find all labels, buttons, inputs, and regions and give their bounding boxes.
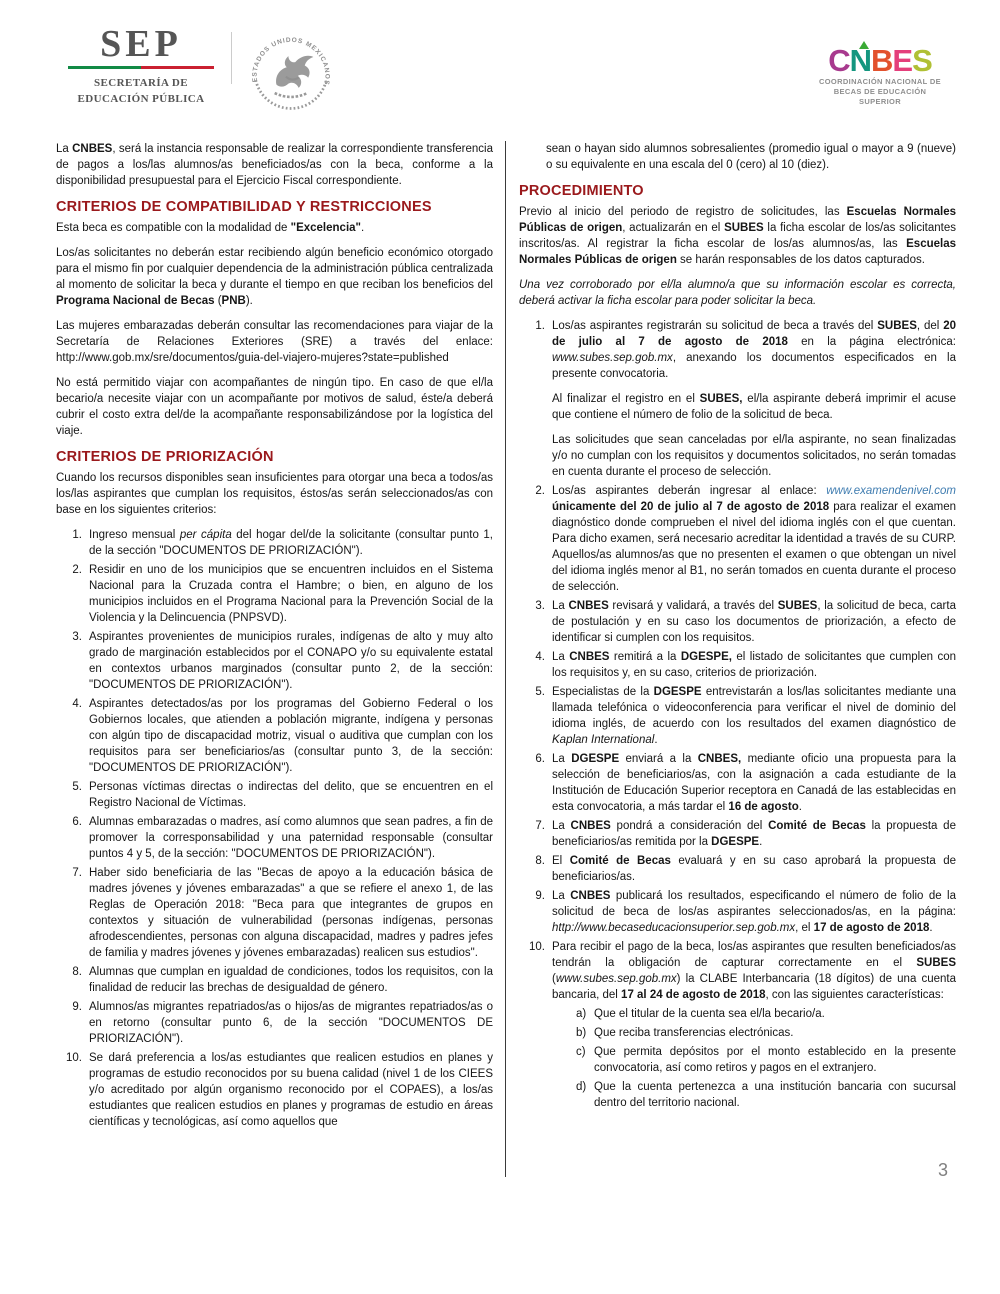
- list-item: [56, 1050, 493, 1130]
- list-item-number: 4.: [535, 651, 545, 663]
- text-run: Comité de Becas: [569, 855, 671, 867]
- text-run: Los/as aspirantes registrarán su solicitud de beca a través del: [552, 320, 878, 332]
- list-item-text: [89, 814, 493, 862]
- sub-list-item-text: [594, 1006, 956, 1022]
- section-heading-procedimiento: PROCEDIMIENTO: [519, 183, 644, 199]
- text-run: Alumnos/as migrantes repatriados/as o hijos/as de migrantes repatriados/as o en retorno (consultar punto 6, de la sección "DOCUMENTOS DE PRIORIZACIÓN").: [89, 1001, 493, 1045]
- list-item-paragraph: [552, 432, 956, 480]
- text-run: 20 de julio al 7 de agosto de 2018: [552, 320, 957, 348]
- list-item-number: 7.: [72, 867, 82, 879]
- text-run: únicamente del 20 de julio al 7 de agosto de 2018: [552, 501, 830, 513]
- text-run: Residir en uno de los municipios que se encuentren incluidos en el Sistema Nacional para la Cruzada contra el Hambre; o bien, en alguno de los municipios incluidos en el Programa Nacional para la Prevención Social de la Violencia y la Delincuencia (PNPSVD).: [89, 564, 493, 624]
- masthead-divider: [231, 32, 232, 84]
- priorizacion-list: [56, 527, 493, 1130]
- list-item-number: 8.: [535, 855, 545, 867]
- text-run: SUBES: [916, 957, 956, 969]
- text-run: .: [759, 836, 763, 848]
- paragraph-mujeres-embarazadas: [56, 318, 493, 366]
- list-item: [519, 939, 956, 1111]
- paragraph-continuation-sobresalientes: [546, 141, 956, 173]
- text-run: Previo al inicio del periodo de registro de solicitudes, las: [519, 206, 847, 218]
- sep-logo: [68, 24, 214, 107]
- list-item-text: [89, 999, 493, 1047]
- sub-list-item: [576, 1025, 956, 1041]
- list-item-number: 9.: [535, 890, 545, 902]
- text-run: http://www.becaseducacionsuperior.sep.gob.mx: [552, 922, 796, 934]
- text-run: Aspirantes detectados/as por los programas del Gobierno Federal o los Gobiernos locales, que atienden a población migrante, indígena y personas con algún tipo de discapacidad motriz, visual o auditiva que cumplan con los requisitos para ser beneficiarios/as (consultar punto 3, de la sección: "DOCUMENTOS DE PRIORIZACIÓN").: [89, 698, 493, 774]
- list-item: [519, 888, 956, 936]
- text-run: www.subes.sep.gob.mx: [555, 973, 677, 985]
- text-run: , será la instancia responsable de realizar la correspondiente transferencia de pagos a los/las alumnos/as beneficiados/as con la beca, conforme a la disponibilidad presupuestal para el Ejercicio Fiscal correspondiente.: [56, 143, 493, 187]
- paragraph-priorizacion-intro: [56, 470, 493, 518]
- cnbes-logo: [818, 45, 942, 107]
- text-run: 17 de agosto de 2018: [813, 922, 930, 934]
- cnbes-letter: S: [912, 43, 932, 78]
- text-run: la ficha escolar de los/as solicitantes inscritos/as. Al registrar la ficha escolar de los/as alumnos/as, las: [519, 222, 956, 250]
- text-run: per cápita: [179, 529, 232, 541]
- list-item-text: [552, 598, 956, 646]
- sub-list-item: [576, 1044, 956, 1076]
- list-item: [519, 684, 956, 748]
- list-item: [519, 751, 956, 815]
- cnbes-subtitle-line2: BECAS DE EDUCACIÓN SUPERIOR: [833, 87, 927, 106]
- sep-acronym: SEP: [100, 23, 182, 65]
- text-run: SUBES: [777, 600, 818, 612]
- section-heading-priorizacion: CRITERIOS DE PRIORIZACIÓN: [56, 449, 274, 465]
- text-run: El: [552, 855, 570, 867]
- text-run: 17 al 24 de agosto de 2018: [621, 989, 766, 1001]
- list-item-text: [552, 483, 956, 595]
- text-run: No está permitido viajar con acompañantes de ningún tipo. En caso de que el/la becario/a necesite viajar con un acompañante por motivos de salud, éste/a deberá cubrir el costo extra del/de la acompañante responsabilizándose por la logística del viaje.: [56, 377, 493, 437]
- document-body: [56, 141, 956, 1133]
- list-item-number: 5.: [535, 686, 545, 698]
- text-run: el/la aspirante deberá imprimir el acuse que contiene el número de folio de la solicitud de beca.: [552, 393, 957, 421]
- sub-list-item: [576, 1006, 956, 1022]
- text-run: Que la cuenta pertenezca a una institución bancaria con sucursal dentro del territorio nacional.: [594, 1081, 956, 1109]
- text-run: Programa Nacional de Becas: [56, 295, 215, 307]
- cnbes-subtitle-line1: COORDINACIÓN NACIONAL DE: [818, 77, 941, 86]
- list-item-text: [552, 939, 956, 1111]
- text-run: SUBES: [724, 222, 764, 234]
- text-run: ).: [245, 295, 253, 307]
- list-item-number: 10.: [529, 941, 545, 953]
- text-run: mediante oficio una propuesta para la selección de beneficiarios/as, con la asignación a cada estudiante de la Institución de Educación Superior receptora en Canadá de las establecidas en esta convocatoria, a más tardar el: [552, 753, 956, 813]
- text-run: Alumnas embarazadas o madres, así como alumnos que sean padres, a fin de promover la corresponsabilidad y una paternidad responsable (consultar puntos 4 y 5, de la sección: "DOCUMENTOS DE PRIORIZACIÓN").: [89, 816, 493, 860]
- text-run: DGESPE: [711, 836, 760, 848]
- text-run: Los/as aspirantes deberán ingresar al enlace:: [552, 485, 827, 497]
- text-run: Al finalizar el registro en el: [552, 393, 700, 405]
- list-item-text: [552, 751, 956, 815]
- cnbes-wordmark: [828, 45, 932, 77]
- text-run: Para recibir el pago de la beca, los/as aspirantes que resulten beneficiados/as tendrán la obligación de capturar correctamente en el: [552, 941, 956, 969]
- list-item: [56, 779, 493, 811]
- list-item-number: 6.: [535, 753, 545, 765]
- cnbes-letter: B: [871, 43, 893, 78]
- cnbes-letter: C: [828, 43, 850, 78]
- sub-list-item-text: [594, 1079, 956, 1111]
- text-run: se harán responsables de los datos capturados.: [676, 254, 925, 266]
- text-run: La: [552, 600, 569, 612]
- seal-eagle-silhouette: [276, 56, 313, 88]
- text-run: entrevistarán a los/las solicitantes mediante una llamada telefónica o videoconferencia para verificar el nivel de dominio del idioma inglés, de acuerdo con los resultados del examen diagnóstico de: [552, 686, 956, 730]
- list-item-text: [552, 684, 956, 748]
- text-run: CNBES: [570, 820, 611, 832]
- list-item: [56, 865, 493, 961]
- list-item-number: 2.: [72, 564, 82, 576]
- text-run: ) la CLABE Interbancaria (18 dígitos) de una cuenta bancaria, del: [552, 973, 956, 1001]
- list-item-text: [89, 562, 493, 626]
- text-run: CNBES: [570, 890, 611, 902]
- text-run: Kaplan International: [552, 734, 655, 746]
- sub-list-item-label: b): [576, 1027, 587, 1039]
- seal-pedestal: [275, 93, 308, 97]
- list-item-number: 3.: [72, 631, 82, 643]
- sub-list-item-label: c): [576, 1046, 586, 1058]
- list-item-number: 2.: [535, 485, 545, 497]
- text-run: Que el titular de la cuenta sea el/la becario/a.: [594, 1008, 825, 1020]
- text-run: , la solicitud de beca, carta de postulación y en su caso los documentos de priorización, a efecto de identificar si cumplen con los requisitos.: [552, 600, 956, 644]
- text-run: Una vez corroborado por el/la alumno/a que su información escolar es correcta, deberá activar la ficha escolar para poder solicitar la beca.: [519, 279, 956, 307]
- list-item: [56, 696, 493, 776]
- text-run: del hogar del/de la solicitante (consultar punto 1, de la sección "DOCUMENTOS DE PRIORIZACIÓN").: [89, 529, 493, 557]
- paragraph-acompanantes: [56, 375, 493, 439]
- sep-flagline-decoration: [68, 66, 214, 69]
- list-item-text: [552, 888, 956, 936]
- text-run: "Excelencia": [290, 222, 361, 234]
- right-column: [519, 141, 956, 1133]
- paragraph-compatibilidad: [56, 220, 493, 236]
- text-run: SUBES,: [699, 393, 743, 405]
- text-run: La: [552, 820, 571, 832]
- list-item-number: 7.: [535, 820, 545, 832]
- section-heading-compatibilidad: CRITERIOS DE COMPATIBILIDAD Y RESTRICCIONES: [56, 199, 432, 215]
- text-run: Que permita depósitos por el monto establecido en la presente convocatoria, así como retiros y pagos en el extranjero.: [594, 1046, 956, 1074]
- text-run: evaluará y en su caso aprobará la propuesta de beneficiarios/as.: [552, 855, 956, 883]
- list-item-text: [89, 779, 493, 811]
- list-item: [519, 649, 956, 681]
- text-run: sean o hayan sido alumnos sobresalientes (promedio igual o mayor a 9 (nueve) o su equivalente en una escala del 0 (cero) al 10 (diez).: [546, 143, 956, 171]
- cnbes-letter: E: [892, 43, 913, 78]
- list-item: [519, 483, 956, 595]
- text-run: CNBES: [568, 600, 609, 612]
- sub-list-item: [576, 1079, 956, 1111]
- sub-list-item-label: d): [576, 1081, 587, 1093]
- column-divider: [505, 141, 506, 1177]
- list-item-text: [89, 696, 493, 776]
- list-item-number: 3.: [535, 600, 545, 612]
- text-run: Haber sido beneficiaria de las "Becas de apoyo a la educación básica de madres jóvenes y jóvenes embarazadas" a que se refiere el anexo 1, de las Reglas de Operación 2018: "Beca para que integrantes de grupos en contextos y situación de vulnerabilidad (personas indígenas, personas afrodescendientes, personas con alguna discapacidad, madres y padres jefes de familia y madres jóvenes y jóvenes embarazadas) realicen sus estudios".: [89, 867, 493, 959]
- text-run: en la página electrónica:: [787, 336, 956, 348]
- list-item-text: [552, 649, 956, 681]
- text-run: 16 de agosto: [728, 801, 799, 813]
- text-run: .: [654, 734, 658, 746]
- paragraph-procedimiento-intro: [519, 204, 956, 268]
- text-run: Personas víctimas directas o indirectas del delito, que se encuentren en el Registro Nacional de Víctimas.: [89, 781, 493, 809]
- text-run: Escuelas Normales Públicas de origen: [519, 238, 956, 266]
- sub-list-item-text: [594, 1044, 956, 1076]
- text-run: (: [214, 295, 222, 307]
- hyperlink-text[interactable]: www.examendenivel.com: [826, 485, 956, 497]
- list-item: [56, 999, 493, 1047]
- text-run: Ingreso mensual: [89, 529, 180, 541]
- list-item-text: [89, 1050, 493, 1130]
- sub-list-item-label: a): [576, 1008, 587, 1020]
- text-run: , con las siguientes características:: [765, 989, 944, 1001]
- text-run: enviará a la: [619, 753, 698, 765]
- list-item-text: [552, 818, 956, 850]
- text-run: DGESPE: [653, 686, 702, 698]
- text-run: publicará los resultados, especificando el número de folio de la solicitud de beca de los/as aspirantes seleccionados/as, en la página:: [552, 890, 956, 918]
- text-run: Cuando los recursos disponibles sean insuficientes para otorgar una beca a todos/as los/las aspirantes que cumplan los requisitos, éstos/as serán seleccionados/as con base en los siguientes criterios:: [56, 472, 493, 516]
- text-run: Especialistas de la: [552, 686, 654, 698]
- list-item-paragraph: [552, 391, 956, 423]
- list-item-number: 6.: [72, 816, 82, 828]
- text-run: La: [552, 890, 571, 902]
- text-run: , actualizarán en el: [622, 222, 725, 234]
- list-item-number: 4.: [72, 698, 82, 710]
- text-run: , del: [916, 320, 944, 332]
- text-run: CNBES: [569, 651, 610, 663]
- list-item-number: 9.: [72, 1001, 82, 1013]
- text-run: La: [552, 753, 572, 765]
- seal-laurel-ring: [256, 80, 327, 108]
- text-run: La: [56, 143, 73, 155]
- list-item: [519, 598, 956, 646]
- sub-list-item-text: [594, 1025, 956, 1041]
- text-run: Esta beca es compatible con la modalidad de: [56, 222, 291, 234]
- text-run: (: [552, 973, 556, 985]
- text-run: DGESPE: [571, 753, 620, 765]
- text-run: Que reciba transferencias electrónicas.: [594, 1027, 794, 1039]
- text-run: PNB: [221, 295, 246, 307]
- text-run: La: [552, 651, 570, 663]
- text-run: revisará y validará, a través del: [608, 600, 778, 612]
- list-item-number: 1.: [72, 529, 82, 541]
- text-run: Aspirantes provenientes de municipios rurales, indígenas de alto y muy alto grado de marginación establecidos por el CONAPO y/o su equivalente estatal en contextos urbanos marginados (consultar punto 2, de la sección: "DOCUMENTOS DE PRIORIZACIÓN").: [89, 631, 493, 691]
- list-item-text: [89, 865, 493, 961]
- list-item-text: [89, 629, 493, 693]
- text-run: CNBES: [72, 143, 113, 155]
- text-run: pondrá a consideración del: [610, 820, 769, 832]
- text-run: Comité de Becas: [768, 820, 866, 832]
- page-number: 3: [937, 1160, 948, 1180]
- list-item: [56, 814, 493, 862]
- text-run: Las mujeres embarazadas deberán consultar las recomendaciones para viajar de la Secretaría de Relaciones Exteriores (SRE) a través del enlace: http://www.gob.mx/sre/documentos/guia-del-viajero-mujeres?state=published: [56, 320, 493, 364]
- left-column: [56, 141, 493, 1133]
- text-run: remitirá a la: [609, 651, 681, 663]
- seal-arc-text: ESTADOS UNIDOS MEXICANOS: [251, 36, 331, 86]
- text-run: Los/as solicitantes no deberán estar recibiendo algún beneficio económico otorgado para el mismo fin por cualquier dependencia de la administración pública centralizada al momento de solicitar la beca y durante el tiempo en que reciban los beneficios del: [56, 247, 493, 291]
- text-run: SUBES: [877, 320, 917, 332]
- list-item: [56, 562, 493, 626]
- list-item: [56, 629, 493, 693]
- list-item-text: [552, 318, 956, 480]
- list-item-text: [89, 527, 493, 559]
- list-item-number: 10.: [66, 1052, 82, 1064]
- sep-dept-line1: SECRETARÍA DE: [94, 77, 188, 89]
- list-item: [56, 527, 493, 559]
- cnbes-accent-caret-icon: [859, 41, 869, 49]
- list-item-text: [552, 853, 956, 885]
- text-run: DGESPE,: [680, 651, 732, 663]
- list-item: [519, 853, 956, 885]
- cnbes-letter: N: [849, 43, 871, 78]
- text-run: Escuelas Normales Públicas de origen: [519, 206, 956, 234]
- text-run: , el: [795, 922, 814, 934]
- paragraph-intro-cnbes: [56, 141, 493, 189]
- list-item-number: 5.: [72, 781, 82, 793]
- procedimiento-list: [519, 318, 956, 1111]
- text-run: .: [798, 801, 802, 813]
- text-run: Se dará preferencia a los/as estudiantes que realicen estudios en planes y programas de estudio reconocidos por su buena calidad (nivel 1 de los CIEES y/o acreditado por algún organismo reconocido por el COPAES), a los/as estudiantes que realicen estudios en planes y programas de estudio en áreas científicas y tecnológicas, así como aquellos que: [89, 1052, 493, 1128]
- list-item-number: 8.: [72, 966, 82, 978]
- text-run: CNBES,: [697, 753, 742, 765]
- text-run: .: [929, 922, 933, 934]
- list-item-number: 1.: [535, 320, 545, 332]
- list-item: [519, 318, 956, 480]
- text-run: , anexando los documentos especificados en la presente convocatoria.: [552, 352, 956, 380]
- list-item: [56, 964, 493, 996]
- text-run: Las solicitudes que sean canceladas por el/la aspirante, no sean finalizadas y/o no cumplan con los requisitos y documentos solicitados, no serán tomadas en cuenta durante el proceso de selección.: [552, 434, 956, 478]
- text-run: el listado de solicitantes que cumplen con los requisitos y, en su caso, criterios de priorización.: [552, 651, 956, 679]
- text-run: www.subes.sep.gob.mx: [552, 352, 673, 364]
- list-item-text: [89, 964, 493, 996]
- text-run: la propuesta de beneficiarios/as remitida por la: [552, 820, 956, 848]
- text-run: para realizar el examen diagnóstico donde comprueben el nivel del idioma inglés con el que cuentan. Para dicho examen, será necesario acreditar la identidad a través de su CURP. Aquellos/as alumnos/as que no presenten el examen o que obtengan un nivel del idioma inglés menor al B1, no serán tomados en cuenta durante el proceso de selección.: [552, 501, 956, 593]
- text-run: Alumnas que cumplan en igualdad de condiciones, todos los requisitos, con la finalidad de reducir las brechas de desigualdad de género.: [89, 966, 493, 994]
- paragraph-activar-ficha: [519, 277, 956, 309]
- list-item: [519, 818, 956, 850]
- sep-dept-line2: EDUCACIÓN PÚBLICA: [77, 93, 205, 105]
- mexico-coat-of-arms-seal-icon: [248, 30, 334, 120]
- paragraph-no-doble-beneficio: [56, 245, 493, 309]
- text-run: .: [361, 222, 365, 234]
